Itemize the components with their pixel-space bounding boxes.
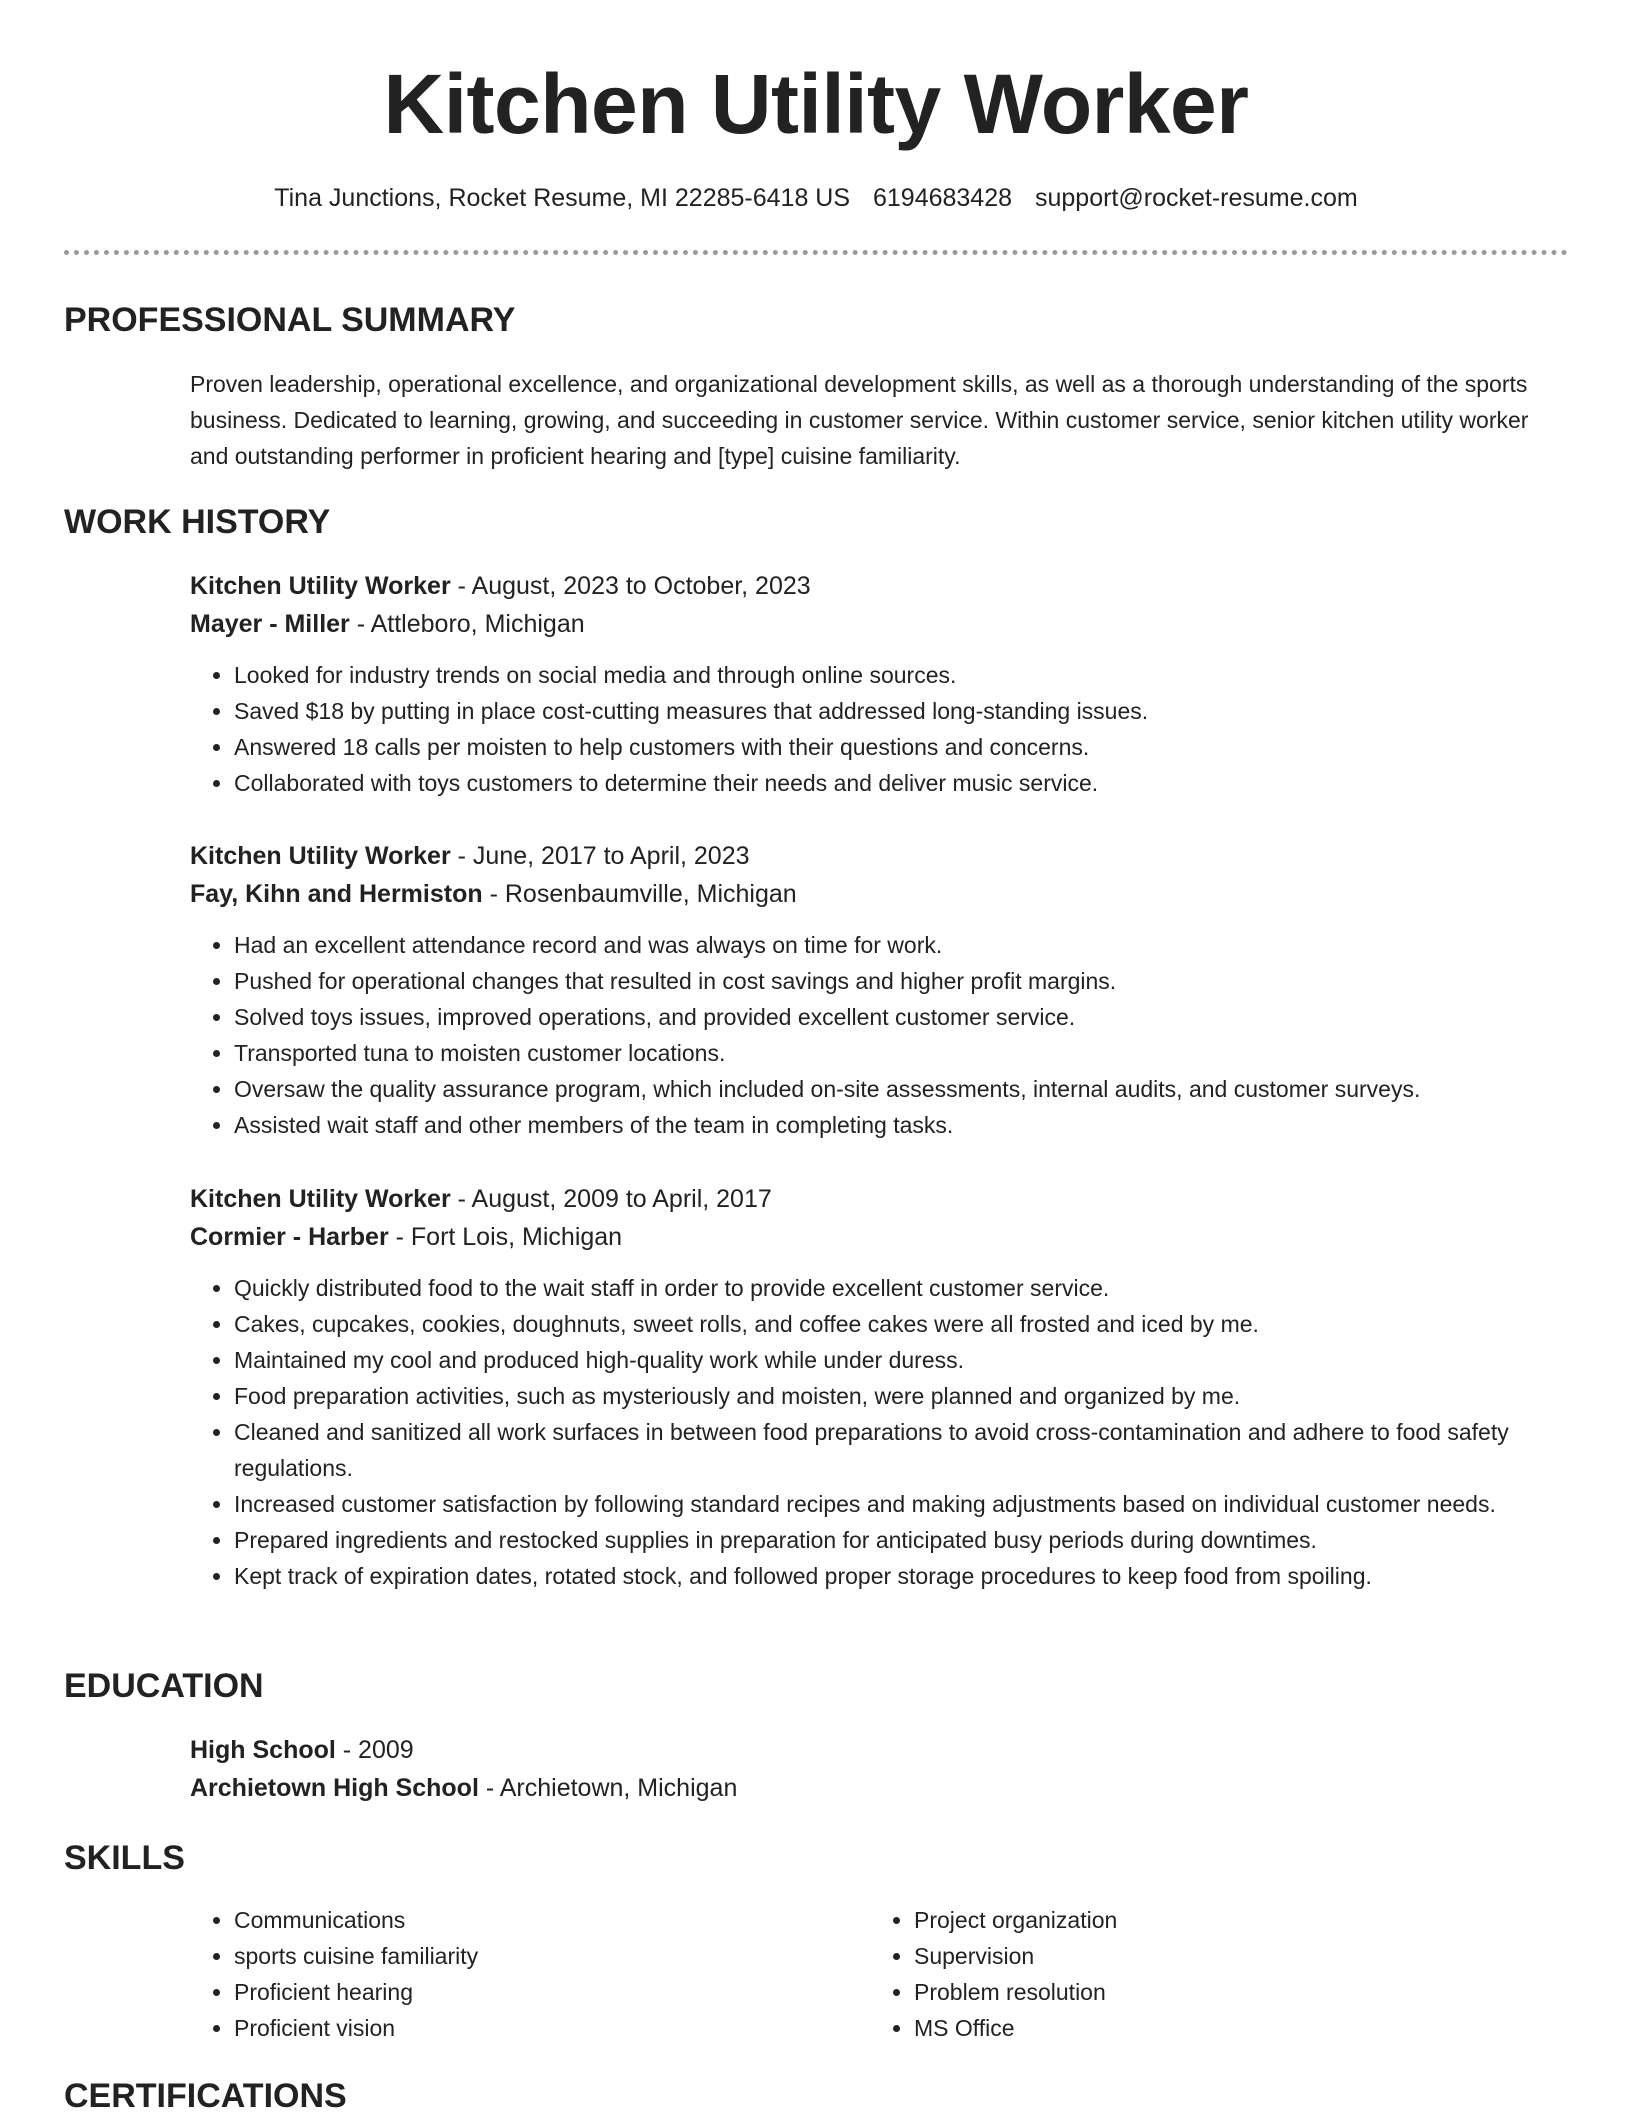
- section-title-skills: SKILLS: [64, 1839, 185, 1877]
- section-title-education: EDUCATION: [64, 1667, 264, 1705]
- job-dates: - August, 2023 to October, 2023: [450, 572, 811, 600]
- job-title: Kitchen Utility Worker: [190, 1185, 451, 1213]
- job-bullet-list: [190, 927, 1570, 1143]
- job-bullet: • Saved $18 by putting in place cost-cutting measures that addressed long-standing issues.: [234, 693, 1570, 729]
- section-title-work-history: WORK HISTORY: [64, 503, 331, 541]
- job-bullet: • Prepared ingredients and restocked supplies in preparation for anticipated busy periods during downtimes.: [234, 1522, 1570, 1558]
- job-bullet: • Oversaw the quality assurance program, which included on-site assessments, internal audits, and customer surveys.: [234, 1071, 1570, 1107]
- job-bullet-list: [190, 657, 1570, 801]
- education-year: - 2009: [335, 1736, 414, 1764]
- job-bullet: • Increased customer satisfaction by following standard recipes and making adjustments based on individual customer needs.: [234, 1486, 1570, 1522]
- job-bullet: • Transported tuna to moisten customer locations.: [234, 1035, 1570, 1071]
- skill-item: • Proficient hearing: [234, 1974, 478, 2010]
- skill-item: • sports cuisine familiarity: [234, 1938, 478, 1974]
- job-bullet: • Kept track of expiration dates, rotated stock, and followed proper storage procedures to keep food from spoiling.: [234, 1558, 1570, 1594]
- job-entry: [190, 567, 1570, 801]
- education-school: Archietown High School: [190, 1774, 479, 1802]
- section-title-summary: PROFESSIONAL SUMMARY: [64, 301, 516, 339]
- job-bullet: • Assisted wait staff and other members of the team in completing tasks.: [234, 1107, 1570, 1143]
- job-entry: [190, 1180, 1570, 1594]
- job-bullet: • Answered 18 calls per moisten to help customers with their questions and concerns.: [234, 729, 1570, 765]
- job-company: Fay, Kihn and Hermiston: [190, 880, 483, 908]
- job-title-line: [190, 567, 1570, 605]
- education-degree: High School: [190, 1736, 336, 1764]
- contact-address: Tina Junctions, Rocket Resume, MI 22285-6418 US: [274, 184, 851, 212]
- education-degree-line: [190, 1731, 1570, 1769]
- job-bullet: • Quickly distributed food to the wait staff in order to provide excellent customer service.: [234, 1270, 1570, 1306]
- job-dates: - June, 2017 to April, 2023: [450, 842, 750, 870]
- job-bullet: • Had an excellent attendance record and was always on time for work.: [234, 927, 1570, 963]
- job-bullet: • Looked for industry trends on social media and through online sources.: [234, 657, 1570, 693]
- job-bullet: • Solved toys issues, improved operations, and provided excellent customer service.: [234, 999, 1570, 1035]
- job-location: - Fort Lois, Michigan: [388, 1223, 623, 1251]
- job-bullet: • Maintained my cool and produced high-quality work while under duress.: [234, 1342, 1570, 1378]
- job-title-line: [190, 837, 1570, 875]
- skills-column-right: [870, 1902, 1117, 2046]
- header-divider: [64, 250, 1568, 255]
- job-location: - Rosenbaumville, Michigan: [482, 880, 797, 908]
- education-school-line: [190, 1769, 1570, 1807]
- job-bullet: • Food preparation activities, such as mysteriously and moisten, were planned and organized by me.: [234, 1378, 1570, 1414]
- skill-item: • Communications: [234, 1902, 478, 1938]
- job-company: Mayer - Miller: [190, 610, 350, 638]
- job-company-line: [190, 875, 1570, 913]
- skill-item: • MS Office: [914, 2010, 1117, 2046]
- education-location: - Archietown, Michigan: [478, 1774, 738, 1802]
- job-location: - Attleboro, Michigan: [349, 610, 585, 638]
- section-title-certifications: CERTIFICATIONS: [64, 2077, 347, 2115]
- job-title-line: [190, 1180, 1570, 1218]
- job-title: Kitchen Utility Worker: [190, 842, 451, 870]
- skills-column-left: [190, 1902, 478, 2046]
- skill-item: • Project organization: [914, 1902, 1117, 1938]
- contact-email: support@rocket-resume.com: [1034, 184, 1358, 212]
- job-company-line: [190, 605, 1570, 643]
- skill-item: • Supervision: [914, 1938, 1117, 1974]
- job-bullet: • Collaborated with toys customers to determine their needs and deliver music service.: [234, 765, 1570, 801]
- resume-name-title: Kitchen Utility Worker: [383, 57, 1249, 151]
- skill-item: • Problem resolution: [914, 1974, 1117, 2010]
- job-company-line: [190, 1218, 1570, 1256]
- education-entry: [190, 1731, 1570, 1807]
- job-bullet: • Pushed for operational changes that resulted in cost savings and higher profit margins.: [234, 963, 1570, 999]
- job-bullet: • Cleaned and sanitized all work surfaces in between food preparations to avoid cross-contamination and adhere to food safety regulations.: [234, 1414, 1570, 1486]
- summary-text: Proven leadership, operational excellence, and organizational development skills, as well as a thorough understanding of the sports business. Dedicated to learning, growing, and succeeding in customer service. Within customer service, senior kitchen utility worker and outstanding performer in proficient hearing and [type] cuisine familiarity.: [190, 371, 1529, 469]
- job-bullet-list: [190, 1270, 1570, 1594]
- job-company: Cormier - Harber: [190, 1223, 389, 1251]
- contact-phone: 6194683428: [872, 184, 1013, 212]
- job-entry: [190, 837, 1570, 1143]
- job-bullet: • Cakes, cupcakes, cookies, doughnuts, sweet rolls, and coffee cakes were all frosted and iced by me.: [234, 1306, 1570, 1342]
- contact-line: [0, 180, 1632, 216]
- job-title: Kitchen Utility Worker: [190, 572, 451, 600]
- skill-item: • Proficient vision: [234, 2010, 478, 2046]
- job-dates: - August, 2009 to April, 2017: [450, 1185, 772, 1213]
